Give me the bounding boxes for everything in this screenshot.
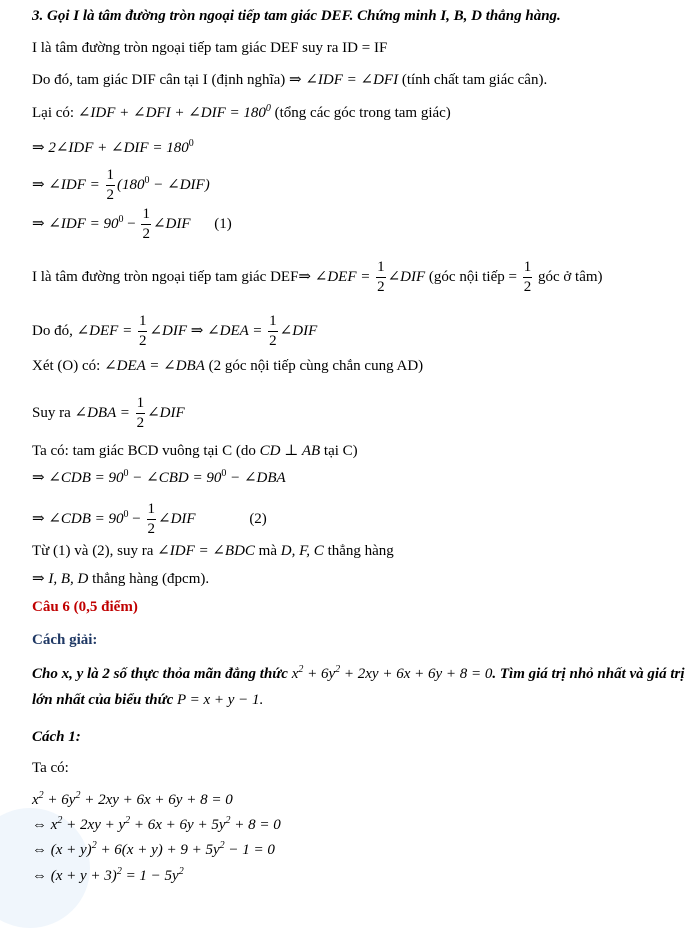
- q6-title: Câu 6 (0,5 điểm): [32, 599, 138, 615]
- line-8: Ta có: tam giác BCD vuông tại C (do CD ⊥ AB tại C): [32, 443, 358, 459]
- method-heading: Cách giải:: [32, 632, 98, 648]
- eq-4: ⇒ ∠CDB = $90^0$ − ∠CBD = $90^0$ − ∠DBA: [32, 468, 286, 486]
- eq-2: ⇒ ∠IDF = $\frac{1}{2}$ ($180^0$ − ∠DIF): [32, 167, 210, 203]
- fraction-half: $\frac{1}{2}$: [523, 259, 532, 295]
- line-4: I là tâm đường tròn ngoại tiếp tam giác DEF⇒ ∠DEF = $\frac{1}{2}$ ∠DIF (góc nội tiếp = $\frac{1}{2}$ góc ở tâm): [32, 259, 603, 295]
- eq-8: ⇔ $(x + y)^2 + 6(x + y) + 9 + 5y^2 - 1 = 0$: [32, 840, 275, 858]
- eq-6: $x^2 + 6y^2 + 2xy + 6x + 6y + 8 = 0$: [32, 790, 233, 808]
- fraction-half: $\frac{1}{2}$: [269, 313, 277, 349]
- fraction-half: $\frac{1}{2}$: [142, 206, 150, 242]
- eq-3: ⇒ ∠IDF = $90^0$ − $\frac{1}{2}$ ∠DIF (1): [32, 206, 232, 242]
- line-7: Suy ra ∠DBA = $\frac{1}{2}$ ∠DIF: [32, 395, 185, 431]
- cach-1-heading: Cách 1:: [32, 729, 81, 745]
- eq-9: ⇔ $(x + y + 3)^2 = 1 - 5y^2$: [32, 866, 184, 884]
- tag-2: (2): [249, 510, 267, 527]
- line-9: Từ (1) và (2), suy ra ∠IDF = ∠BDC mà D, F, C thẳng hàng: [32, 543, 394, 559]
- problem-line-1: Cho x, y là 2 số thực thỏa mãn đẳng thức $x^2 + 6y^2 + 2xy + 6x + 6y + 8 = 0$. Tìm giá trị nhỏ nhất và giá trị: [32, 664, 685, 682]
- fraction-half: $\frac{1}{2}$: [147, 501, 155, 537]
- fraction-half: $\frac{1}{2}$: [136, 395, 145, 431]
- fraction-half: $\frac{1}{2}$: [106, 167, 115, 203]
- line-1: I là tâm đường tròn ngoại tiếp tam giác DEF suy ra ID = IF: [32, 40, 388, 56]
- eq-7: ⇔ $x^2 + 2xy + y^2 + 6x + 6y + 5y^2 + 8 = 0$: [32, 815, 281, 833]
- tag-1: (1): [214, 215, 232, 232]
- q3-heading: 3. Gọi I là tâm đường tròn ngoại tiếp tam giác DEF. Chứng minh I, B, D thẳng hàng.: [32, 8, 561, 24]
- line-6: Xét (O) có: ∠DEA = ∠DBA (2 góc nội tiếp cùng chắn cung AD): [32, 358, 424, 374]
- line-2: Do đó, tam giác DIF cân tại I (định nghĩa) ⇒ ∠IDF = ∠DFI (tính chất tam giác cân).: [32, 72, 548, 88]
- fraction-half: $\frac{1}{2}$: [138, 313, 147, 349]
- line-3: Lại có: ∠IDF + ∠DFI + ∠DIF = $180^0$ (tổng các góc trong tam giác): [32, 103, 451, 121]
- fraction-half: $\frac{1}{2}$: [377, 259, 385, 295]
- ta-co: Ta có:: [32, 760, 69, 776]
- line-5: Do đó, ∠DEF = $\frac{1}{2}$ ∠DIF ⇒ ∠DEA = $\frac{1}{2}$ ∠DIF: [32, 313, 318, 349]
- line-10: ⇒ I, B, D thẳng hàng (đpcm).: [32, 571, 210, 587]
- eq-5: ⇒ ∠CDB = $90^0$ − $\frac{1}{2}$ ∠DIF (2): [32, 501, 267, 537]
- problem-line-2: lớn nhất của biểu thức P = x + y − 1.: [32, 692, 264, 708]
- eq-1: ⇒ 2∠IDF + ∠DIF = $180^0$: [32, 138, 194, 156]
